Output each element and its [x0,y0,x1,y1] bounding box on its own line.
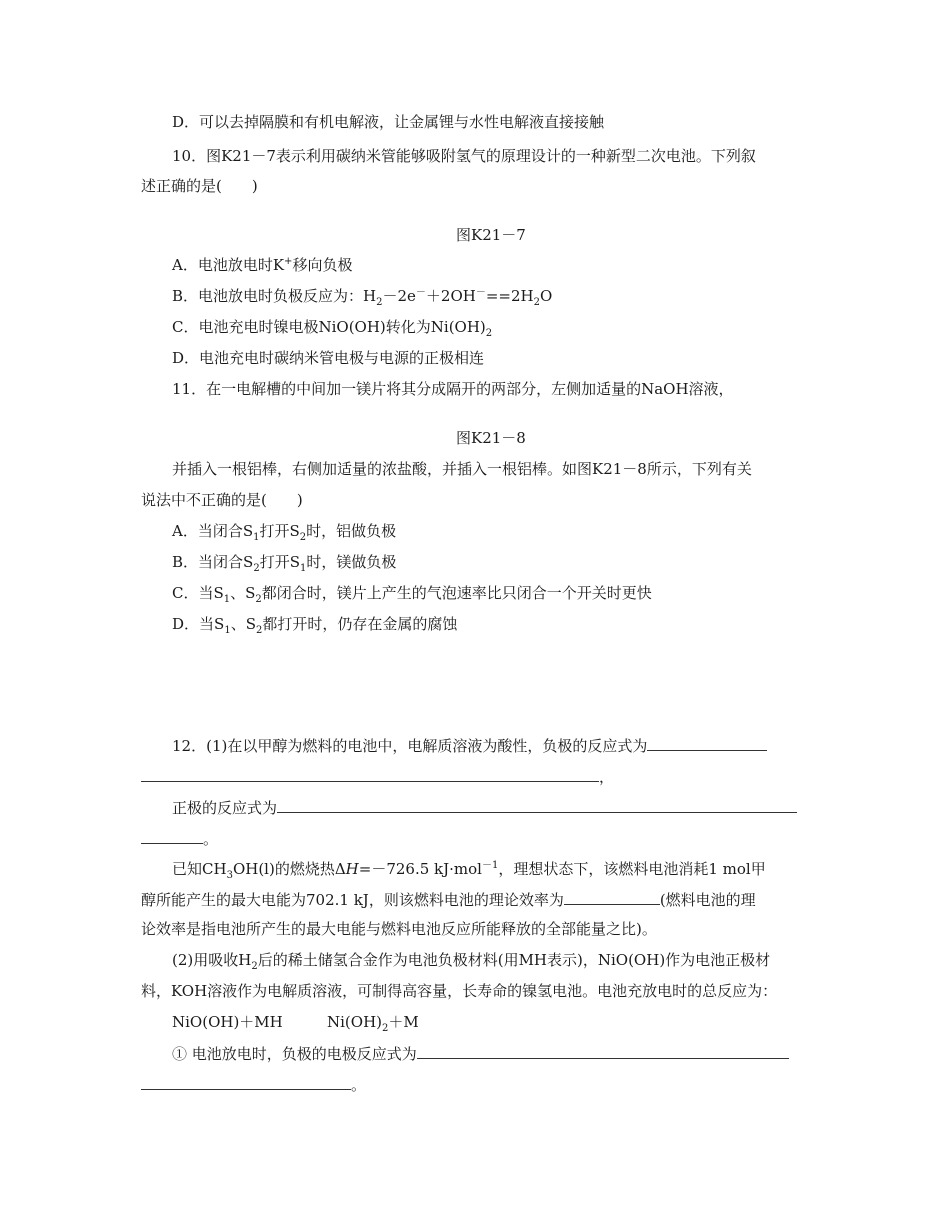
answer-blank[interactable] [417,1043,789,1059]
q12-part2-line2: 料，KOH溶液作为电解质溶液，可制得高容量，长寿命的镍氢电池。电池充放电时的总反应为： [141,982,778,1000]
q12-part1-line3: 正极的反应式为 [172,797,797,818]
q11-stem-line1: 11．在一电解槽的中间加一镁片将其分成隔开的两部分，左侧加适量的NaOH溶液， [172,380,734,398]
q10-stem-line2: 述正确的是( ) [141,177,258,195]
q12-sub1-line1: ① 电池放电时，负极的电极反应式为 [172,1043,789,1064]
q12-part1-line2: ， [141,766,614,787]
q11-stem-line3: 说法中不正确的是( ) [141,491,303,509]
q11-option-a: A．当闭合$S_1$打开$S_2$时，铝做负极 [172,522,397,543]
q11-option-b: B．当闭合$S_2$打开$S_1$时，镁做负极 [172,553,397,574]
answer-blank[interactable] [141,766,599,782]
q11-stem-line2: 并插入一根铝棒，右侧加适量的浓盐酸，并插入一根铝棒。如图K21－8所示，下列有关 [172,460,752,478]
q10-option-d: D．电池充电时碳纳米管电极与电源的正极相连 [172,349,485,367]
q11-figure-caption: 图K21－8 [456,429,526,447]
q12-heat-line3: 论效率是指电池所产生的最大电能与燃料电池反应所能释放的全部能量之比)。 [141,920,657,938]
q10-stem-line1: 10．图K21－7表示利用碳纳米管能够吸附氢气的原理设计的一种新型二次电池。下列叙 [172,147,756,165]
answer-blank[interactable] [141,1074,351,1090]
q10-option-b: B．电池放电时负极反应为：$H_2-2e^-+2OH^-==2H_2O$ [172,287,553,308]
q10-figure-caption: 图K21－7 [456,226,526,244]
q12-equation-right: $Ni(OH)_2+M$ [327,1013,419,1034]
q12-heat-line2: 醇所能产生的最大电能为702.1 kJ，则该燃料电池的理论效率为 (燃料电池的理 [141,891,756,909]
q12-equation-left: NiO(OH)＋MH [172,1013,283,1031]
answer-blank[interactable] [277,797,797,813]
q12-part2-line1: (2)用吸收$H_2$后的稀土储氢合金作为电池负极材料(用MH表示)，NiO(OH)作为电池正极材 [172,951,771,972]
q9-option-d: D．可以去掉隔膜和有机电解液，让金属锂与水性电解液直接接触 [172,113,605,131]
q10-option-c: C．电池充电时镍电极NiO(OH)转化为$Ni(OH)_2$ [172,318,493,339]
answer-blank[interactable] [647,735,767,751]
q12-sub1-line2: 。 [141,1074,366,1095]
q12-heat-line1: 已知$CH_3OH(l)$的燃烧热ΔH=－726.5 kJ·mol$^{-1}$，理想状态下，该燃料电池消耗1 mol甲 [172,860,766,881]
answer-blank[interactable] [141,828,203,844]
q12-part1-line4: 。 [141,828,218,849]
q12-part1-line1: 12．(1)在以甲醇为燃料的电池中，电解质溶液为酸性，负极的反应式为 [172,735,767,756]
q10-option-a: A．电池放电时K+移向负极 [172,256,353,274]
q11-option-c: C．当$S_1$、$S_2$都闭合时，镁片上产生的气泡速率比只闭合一个开关时更快 [172,584,652,605]
answer-blank[interactable] [564,889,660,905]
q11-option-d: D．当$S_1$、$S_2$都打开时，仍存在金属的腐蚀 [172,615,458,636]
